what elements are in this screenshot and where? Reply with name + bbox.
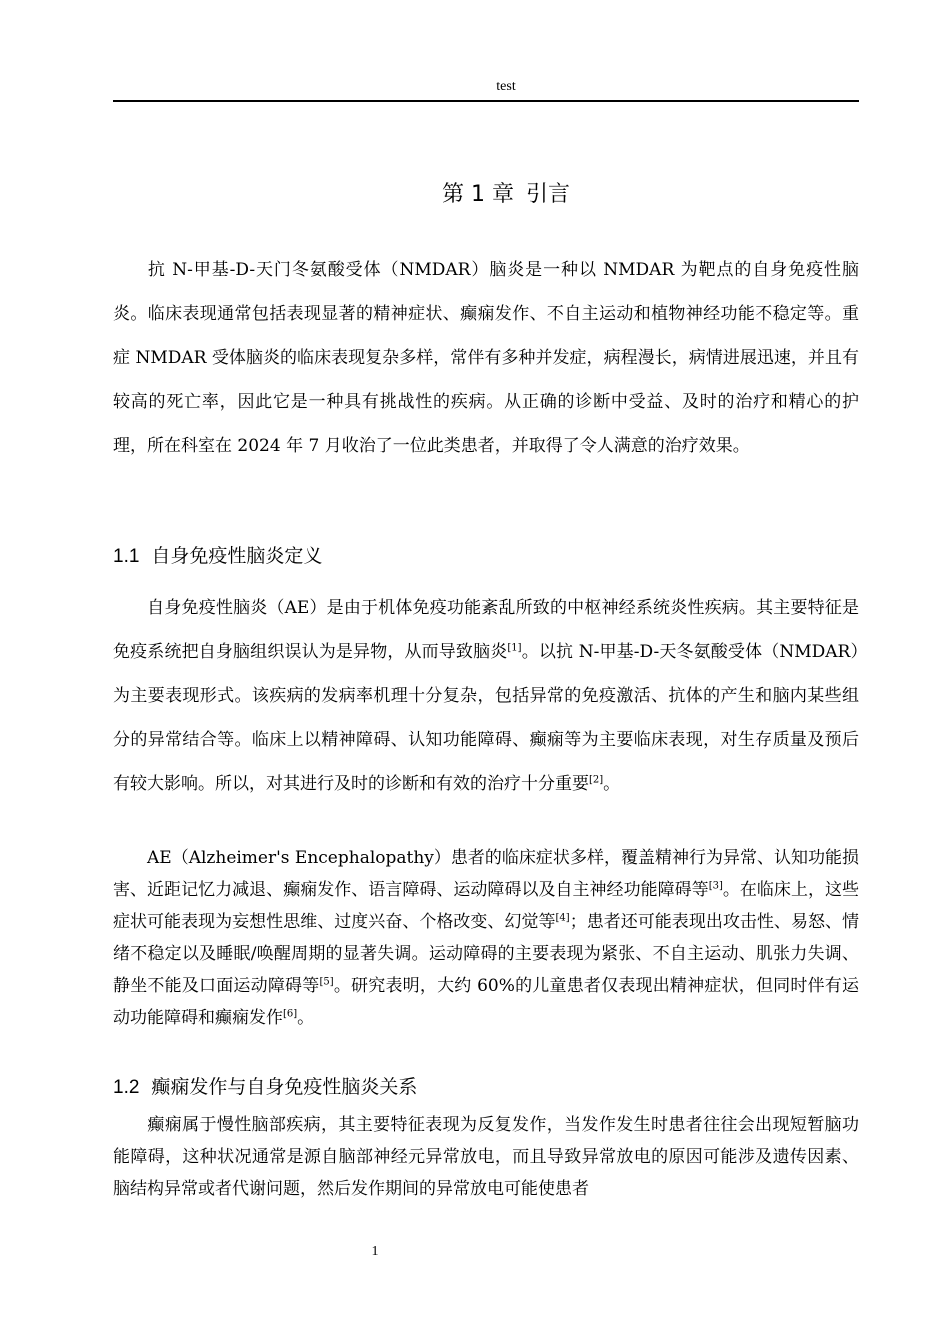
section-heading-1-2	[113, 1072, 417, 1099]
section-title-text: 自身免疫性脑炎定义	[151, 545, 323, 567]
paragraph-text: ；患者还可能表现出攻击性、易怒、情绪不稳定以及睡眠/唤醒周期的显著失调。运动障碍的主要表现为紧张、不自主运动、肌张力失调、静坐不能及口面运动障碍等	[113, 912, 860, 996]
section-number: 1.2	[113, 1077, 140, 1098]
page-number: 1	[371, 1244, 379, 1259]
chapter-title	[113, 177, 899, 208]
section-heading-1-1	[113, 541, 322, 568]
citation-ref: [5]	[319, 976, 334, 988]
running-header: test	[496, 79, 516, 94]
section-title-text: 癫痫发作与自身免疫性脑炎关系	[151, 1076, 418, 1098]
section-1-1-paragraph-1	[113, 586, 859, 806]
header-rule	[113, 100, 859, 102]
section-number: 1.1	[113, 546, 140, 567]
citation-ref: [1]	[507, 642, 522, 654]
section-1-1-paragraph-2	[113, 842, 859, 1034]
chapter-name: 引言	[525, 182, 570, 207]
chapter-number: 第 1 章	[442, 182, 514, 207]
paragraph-text: 。研究表明，大约 60%的儿童患者仅表现出精神症状，但同时伴有运动功能障碍和癫痫发作	[113, 976, 859, 1028]
paragraph-text: AE（Alzheimer's Encephalopathy）患者的临床症状多样，覆盖精神行为异常、认知功能损害、近距记忆力减退、癫痫发作、语言障碍、运动障碍以及自主神经功能障碍等	[113, 848, 859, 900]
intro-text: 抗 N-甲基-D-天门冬氨酸受体（NMDAR）脑炎是一种以 NMDAR 为靶点的自身免疫性脑炎。临床表现通常包括表现显著的精神症状、癫痫发作、不自主运动和植物神经功能不稳定等。重症 NMDAR 受体脑炎的临床表现复杂多样，常伴有多种并发症，病程漫长，病情进展迅速，并且有较高的死亡率，因此它是一种具有挑战性的疾病。从正确的诊断中受益、及时的治疗和精心的护理，所在科室在 2024 年 7 月收治了一位此类患者，并取得了令人满意的治疗效果。	[113, 260, 859, 456]
citation-ref: [4]	[555, 912, 570, 924]
intro-paragraph	[113, 248, 859, 468]
citation-ref: [6]	[283, 1008, 298, 1020]
citation-ref: [3]	[708, 880, 723, 892]
section-1-2-paragraph-1	[113, 1109, 859, 1205]
paragraph-text: 自身免疫性脑炎（AE）是由于机体免疫功能紊乱所致的中枢神经系统炎性疾病。其主要特征是免疫系统把自身脑组织误认为是异物，从而导致脑炎	[113, 598, 859, 662]
paragraph-text: 。	[603, 774, 621, 794]
paragraph-text: 。在临床上，这些症状可能表现为妄想性思维、过度兴奋、个格改变、幻觉等	[113, 880, 860, 932]
citation-ref: [2]	[589, 774, 604, 786]
paragraph-text: 癫痫属于慢性脑部疾病，其主要特征表现为反复发作，当发作发生时患者往往会出现短暂脑功能障碍，这种状况通常是源自脑部神经元异常放电，而且导致异常放电的原因可能涉及遗传因素、脑结构异常或者代谢问题，然后发作期间的异常放电可能使患者	[113, 1115, 859, 1199]
paragraph-text: 。	[297, 1008, 315, 1028]
paragraph-text: 。以抗 N-甲基-D-天冬氨酸受体（NMDAR）为主要表现形式。该疾病的发病率机理十分复杂，包括异常的免疫激活、抗体的产生和脑内某些组分的异常结合等。临床上以精神障碍、认知功能障碍、癫痫等为主要临床表现，对生存质量及预后有较大影响。所以，对其进行及时的诊断和有效的治疗十分重要	[113, 642, 860, 794]
